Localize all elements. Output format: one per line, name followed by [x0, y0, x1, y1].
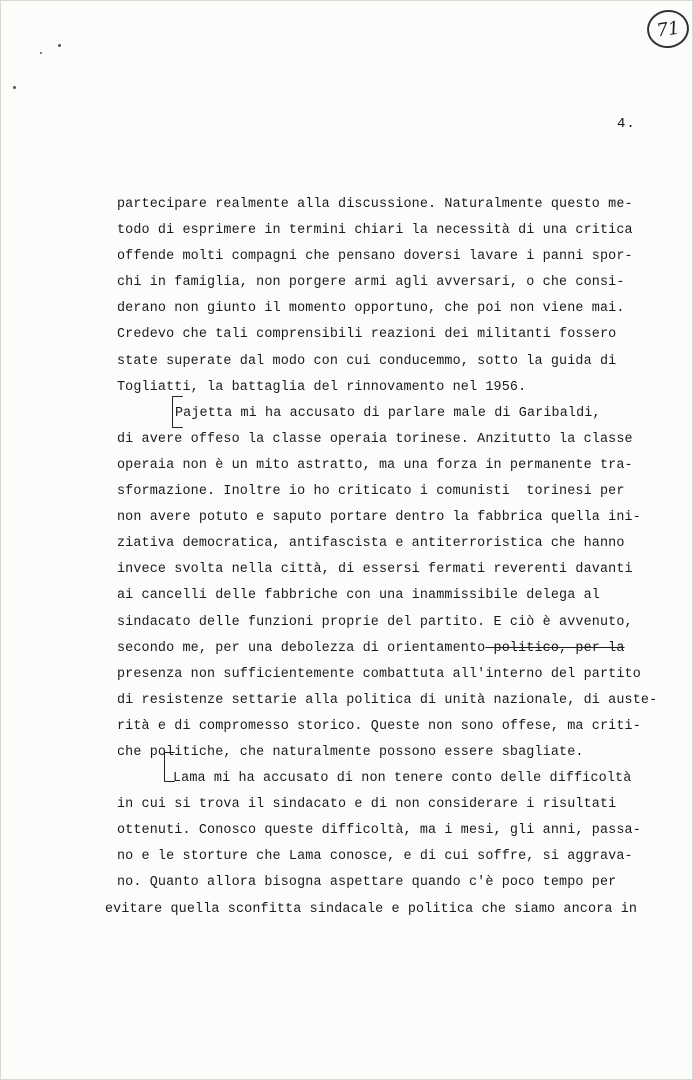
- archive-stamp-number: 71: [655, 17, 681, 41]
- text-line: ai cancelli delle fabbriche con una inammissibile delega al: [117, 588, 600, 604]
- text-line: state superate dal modo con cui conducemmo, sotto la guida di: [117, 353, 617, 369]
- text-line: Credevo che tali comprensibili reazioni dei militanti fossero: [117, 327, 617, 343]
- text-line: non avere potuto e saputo portare dentro la fabbrica quella ini-: [117, 510, 641, 526]
- struck-text: politico, per la: [485, 640, 625, 656]
- text-line: presenza non sufficientemente combattuta all'interno del partito: [117, 666, 641, 682]
- text-line: partecipare realmente alla discussione. Naturalmente questo me-: [117, 197, 633, 212]
- typewritten-text: [105, 192, 677, 923]
- text-line: evitare quella sconfitta sindacale e politica che siamo ancora in: [105, 901, 638, 917]
- text-line: in cui si trova il sindacato e di non considerare i risultati: [117, 797, 617, 813]
- text-line: offende molti compagni che pensano doversi lavare i panni spor-: [117, 249, 633, 265]
- text-line: derano non giunto il momento opportuno, che poi non viene mai.: [117, 301, 625, 317]
- text-line: operaia non è un mito astratto, ma una forza in permanente tra-: [117, 457, 633, 473]
- text-line: [117, 636, 677, 662]
- scan-speck: [40, 52, 42, 54]
- text-line: sformazione. Inoltre io ho criticato i comunisti torinesi per: [117, 484, 625, 500]
- text-line: ottenuti. Conosco queste difficoltà, ma i mesi, gli anni, passa-: [117, 823, 641, 839]
- text-line: no e le storture che Lama conosce, e di cui soffre, si aggrava-: [117, 849, 633, 865]
- text-line: di avere offeso la classe operaia torinese. Anzitutto la classe: [117, 431, 633, 447]
- text-line: todo di esprimere in termini chiari la necessità di una critica: [117, 223, 633, 239]
- text-line: invece svolta nella città, di essersi fermati reverenti davanti: [117, 562, 633, 578]
- scan-speck: [58, 44, 61, 47]
- text-line: ziativa democratica, antifascista e antiterroristica che hanno: [117, 536, 625, 552]
- text-line: di resistenze settarie alla politica di unità nazionale, di auste-: [117, 692, 658, 708]
- text-fragment: secondo me, per una debolezza di orientamento: [117, 640, 486, 656]
- text-line: che politiche, che naturalmente possono essere sbagliate.: [117, 744, 584, 760]
- text-line: rità e di compromesso storico. Queste non sono offese, ma criti-: [117, 718, 641, 734]
- text-line: Lama mi ha accusato di non tenere conto delle difficoltà: [173, 771, 632, 787]
- text-line: no. Quanto allora bisogna aspettare quando c'è poco tempo per: [117, 875, 617, 891]
- scan-speck: [13, 86, 16, 89]
- page-number: 4.: [617, 116, 636, 132]
- text-line: Togliatti, la battaglia del rinnovamento nel 1956.: [117, 379, 527, 395]
- text-line: sindacato delle funzioni proprie del partito. E ciò è avvenuto,: [117, 614, 633, 630]
- text-line: chi in famiglia, non porgere armi agli avversari, o che consi-: [117, 275, 625, 291]
- text-line: Pajetta mi ha accusato di parlare male di Garibaldi,: [175, 405, 601, 421]
